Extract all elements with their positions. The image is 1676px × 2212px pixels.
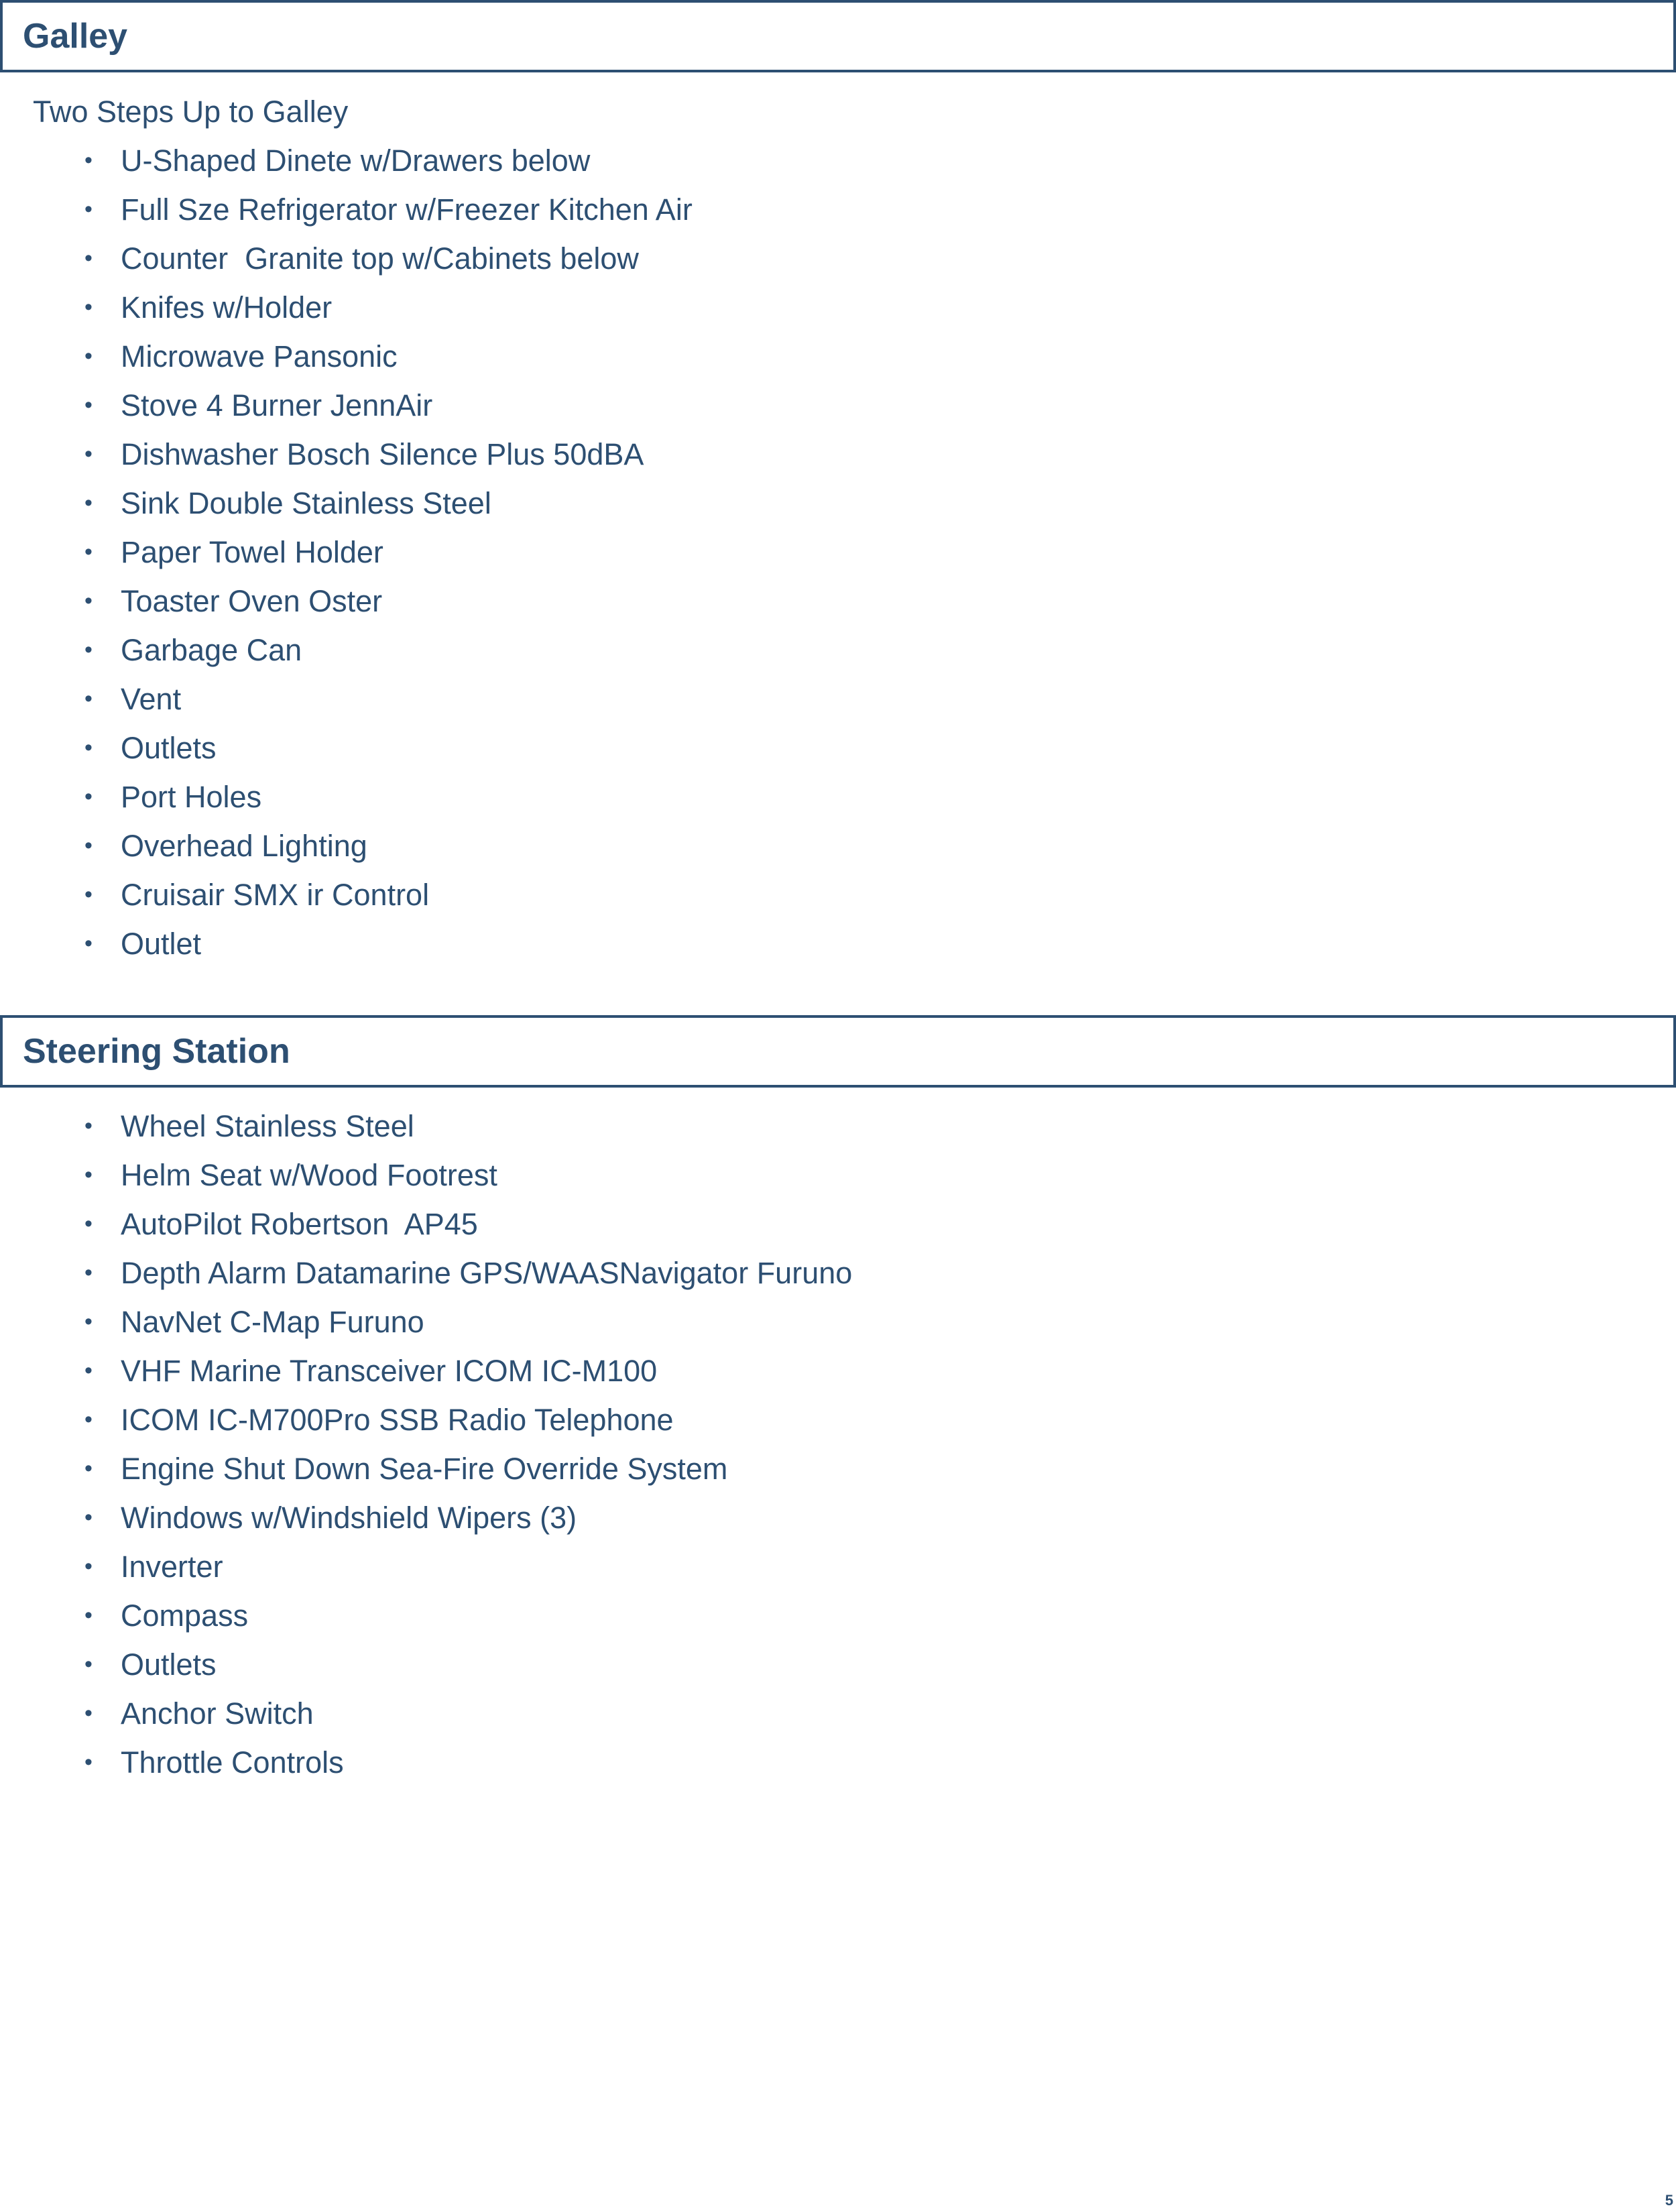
list-item-label: Outlets <box>121 731 217 765</box>
bullet-icon: • <box>84 148 93 173</box>
list-item-label: ICOM IC-M700Pro SSB Radio Telephone <box>121 1403 674 1437</box>
list-item <box>0 723 693 772</box>
list-item <box>0 1444 852 1493</box>
bullet-icon: • <box>84 1162 93 1187</box>
bullet-icon: • <box>84 294 93 320</box>
list-item-label: Engine Shut Down Sea-Fire Override System <box>121 1452 728 1486</box>
list-item <box>0 1200 852 1248</box>
steering-header <box>0 1015 1676 1088</box>
list-item-label: VHF Marine Transceiver ICOM IC-M100 <box>121 1354 658 1388</box>
galley-title: Galley <box>23 17 128 56</box>
list-item-label: Microwave Pansonic <box>121 339 398 373</box>
list-item <box>0 234 693 283</box>
list-item-label: Full Sze Refrigerator w/Freezer Kitchen Air <box>121 192 693 227</box>
bullet-icon: • <box>84 588 93 614</box>
galley-header <box>0 0 1676 72</box>
list-item-label: Helm Seat w/Wood Footrest <box>121 1158 497 1192</box>
list-item <box>0 1738 852 1787</box>
bullet-icon: • <box>84 833 93 858</box>
bullet-icon: • <box>84 441 93 467</box>
list-item-label: Counter Granite top w/Cabinets below <box>121 241 639 276</box>
list-item <box>0 1689 852 1738</box>
list-item-label: Overhead Lighting <box>121 829 367 863</box>
list-item-label: Windows w/Windshield Wipers (3) <box>121 1501 577 1535</box>
list-item <box>0 136 693 185</box>
bullet-icon: • <box>84 931 93 956</box>
list-item-label: Depth Alarm Datamarine GPS/WAASNavigator Furuno <box>121 1256 853 1290</box>
bullet-icon: • <box>84 1651 93 1677</box>
list-item-label: Port Holes <box>121 780 262 814</box>
bullet-icon: • <box>84 392 93 418</box>
page-number: 5 <box>1665 2192 1673 2209</box>
list-item <box>0 283 693 332</box>
bullet-icon: • <box>84 686 93 711</box>
steering-list <box>0 1102 852 1787</box>
bullet-icon: • <box>84 1456 93 1481</box>
bullet-icon: • <box>84 1603 93 1628</box>
list-item-label: Garbage Can <box>121 633 302 667</box>
list-item <box>0 821 693 870</box>
bullet-icon: • <box>84 1260 93 1285</box>
bullet-icon: • <box>84 784 93 809</box>
list-item <box>0 626 693 675</box>
list-item <box>0 185 693 234</box>
list-item-label: Outlets <box>121 1647 217 1682</box>
bullet-icon: • <box>84 539 93 565</box>
list-item <box>0 1640 852 1689</box>
list-item <box>0 1151 852 1200</box>
bullet-icon: • <box>84 1113 93 1139</box>
bullet-icon: • <box>84 1407 93 1432</box>
list-item-label: Knifes w/Holder <box>121 290 333 325</box>
steering-title: Steering Station <box>23 1032 290 1071</box>
list-item-label: Throttle Controls <box>121 1745 344 1780</box>
list-item <box>0 772 693 821</box>
bullet-icon: • <box>84 1309 93 1334</box>
list-item-label: AutoPilot Robertson AP45 <box>121 1207 478 1241</box>
list-item <box>0 332 693 381</box>
list-item-label: Sink Double Stainless Steel <box>121 486 491 520</box>
list-item-label: Dishwasher Bosch Silence Plus 50dBA <box>121 437 644 471</box>
bullet-icon: • <box>84 882 93 907</box>
list-item <box>0 1346 852 1395</box>
bullet-icon: • <box>84 1749 93 1775</box>
list-item <box>0 1297 852 1346</box>
galley-list <box>0 136 693 968</box>
list-item-label: Compass <box>121 1598 249 1633</box>
list-item <box>0 430 693 479</box>
bullet-icon: • <box>84 1700 93 1726</box>
list-item-label: Toaster Oven Oster <box>121 584 383 618</box>
list-item <box>0 1591 852 1640</box>
bullet-icon: • <box>84 1554 93 1579</box>
bullet-icon: • <box>84 245 93 271</box>
list-item <box>0 919 693 968</box>
list-item <box>0 577 693 626</box>
list-item-label: Inverter <box>121 1550 223 1584</box>
bullet-icon: • <box>84 343 93 369</box>
list-item-label: Cruisair SMX ir Control <box>121 878 430 912</box>
list-item-label: Wheel Stainless Steel <box>121 1109 414 1143</box>
bullet-icon: • <box>84 490 93 516</box>
list-item <box>0 870 693 919</box>
list-item <box>0 479 693 528</box>
list-item-label: Stove 4 Burner JennAir <box>121 388 433 422</box>
list-item <box>0 1248 852 1297</box>
list-item <box>0 381 693 430</box>
list-item-label: U-Shaped Dinete w/Drawers below <box>121 143 591 178</box>
list-item-label: Paper Towel Holder <box>121 535 383 569</box>
list-item-label: Vent <box>121 682 182 716</box>
bullet-icon: • <box>84 1211 93 1236</box>
list-item <box>0 675 693 723</box>
list-item <box>0 1493 852 1542</box>
list-item <box>0 1542 852 1591</box>
bullet-icon: • <box>84 735 93 760</box>
list-item-label: NavNet C-Map Furuno <box>121 1305 424 1339</box>
list-item <box>0 1102 852 1151</box>
galley-intro: Two Steps Up to Galley <box>33 95 349 129</box>
list-item <box>0 1395 852 1444</box>
bullet-icon: • <box>84 196 93 222</box>
list-item <box>0 528 693 577</box>
bullet-icon: • <box>84 637 93 662</box>
bullet-icon: • <box>84 1358 93 1383</box>
bullet-icon: • <box>84 1505 93 1530</box>
list-item-label: Anchor Switch <box>121 1696 314 1731</box>
list-item-label: Outlet <box>121 927 202 961</box>
